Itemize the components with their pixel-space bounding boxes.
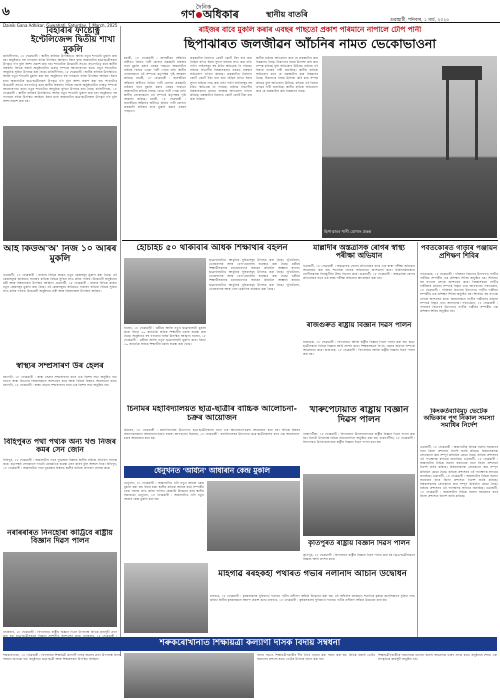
aryan-banner-text: ধেনুখনত 'আৰ্য্যন' আধাৰান কেন্দ্ৰ মুকলি: [154, 467, 270, 475]
water-tower-icon: [442, 66, 482, 80]
science-headline-1: ৰাজগুৰুত ৰাষ্ট্ৰীয় বিজ্ঞান দিৱস পালন: [306, 322, 412, 329]
bottom-body: শিক্ষয়িত্ৰীগৰাকীয়ে সকলোকে ধন্যবাদ জনাই আৱেগিক ভাষণ প্ৰদান কৰে। অনুষ্ঠানৰ শেষত এক সাংস্কৃতিক কাৰ্যসূচী অনুষ্ঠিত হয়।: [378, 653, 497, 662]
article-photo: [3, 126, 117, 241]
section-rule: [122, 240, 498, 241]
article-body: নৰাৰৰাৰ, ১৮ ফেব্ৰুৱাৰী : বিদ্যালয়ত ৰাষ্ট্ৰীয় বিজ্ঞান দিৱস উপলক্ষে বিভিন্ন কাৰ্যসূচী গ্ৰহণ: [3, 630, 117, 634]
science-photo: [303, 474, 415, 536]
article-body: বিহিপুৰ, ১৮ ফেব্ৰুৱাৰী : অঞ্চলটোৰ পথৰ দুৰৱস্থাৰ বিৰুদ্ধে স্থানীয় ৰাইজে প্ৰতিবাদ সাব্যস্ত কৰে। কৰ্তৃপক্ষই সোনকালে পথটো মেৰামতিৰ ব্যৱস্থা গ্ৰহণ কৰিব বুলি আশ্বাস দিয়ে। বিহিপুৰ, ১৮ ফেব্ৰুৱাৰী : অঞ্চলটোৰ পথৰ দুৰৱস্থাৰ বিৰুদ্ধে স্থানীয় ৰাইজে প্ৰতিবাদ সাব্যস্ত কৰে।: [3, 458, 117, 471]
top-story-body: স্থানীয় ৰাইজে অভিযোগ কৰে যে প্ৰকল্পটোৰ কাম নিম্নমানৰ হৈছে। ঠিকাদাৰে নিয়ম উলংঘা কৰি কাম সম্পন্ন কৰিছে বুলি অভিযোগ উঠিছে। ৰাইজে এই বিষয়ে তদন্তৰ দাবী জনাইছে। স্থানীয় ৰাইজে অভিযোগ কৰে যে প্ৰকল্পটোৰ কাম নিম্নমানৰ হৈছে। ঠিকাদাৰে নিয়ম উলংঘা কৰি কাম সম্পন্ন কৰিছে বুলি অভিযোগ উঠিছে। ৰাইজে এই বিষয়ে তদন্তৰ দাবী জনাইছে। স্থানীয় ৰাইজে অভিযোগ কৰে যে প্ৰকল্পটোৰ কাম নিম্নমানৰ হৈছে।: [256, 56, 318, 93]
article-photo: [3, 552, 117, 627]
right-headline-1: পৰ্বতকোৰত গাড়ীৰ পঞ্জীয়ন প্ৰশিক্ষণ শিবিৰ: [420, 245, 498, 260]
top-story-headline: ছিপাঝাৰত জলজীৱন আঁচনিৰ নামত ভেকোভাওনা: [183, 37, 436, 51]
paper-name-part-1: গণ: [181, 8, 195, 21]
headline-left-2: আই কিউঅ'অ' নিজ ১০ আৰৰ মুকলি: [3, 245, 117, 264]
right-body-2: গুৱাহাটী, ১৮ ফেব্ৰুৱাৰী : অঞ্চলটোৰ বিভিন্ন সমস্যা সমাধানৰ বাবে জিলা প্ৰশাসনে নিৰ্দেশ জাৰি কৰিছে। বিষয়াসকলক সোনকালে কাম সম্পূৰ্ণ কৰিবলৈ কোৱা হৈছে। ৰাইজে প্ৰশাসনৰ এই পদক্ষেপক স্বাগতম জনাইছে। গুৱাহাটী, ১৮ ফেব্ৰুৱাৰী : অঞ্চলটোৰ বিভিন্ন সমস্যা সমাধানৰ বাবে জিলা প্ৰশাসনে নিৰ্দেশ জাৰি কৰিছে। বিষয়াসকলক সোনকালে কাম সম্পূৰ্ণ কৰিবলৈ কোৱা হৈছে। ৰাইজে প্ৰশাসনৰ এই পদক্ষেপক স্বাগতম জনাইছে। গুৱাহাটী, ১৮ ফেব্ৰুৱাৰী : অঞ্চলটোৰ বিভিন্ন সমস্যা সমাধানৰ বাবে জিলা প্ৰশাসনে নিৰ্দেশ জাৰি কৰিছে। বিষয়াসকলক সোনকালে কাম সম্পূৰ্ণ কৰিবলৈ কোৱা হৈছে। ৰাইজে প্ৰশাসনৰ এই পদক্ষেপক স্বাগতম জনাইছে। গুৱাহাটী, ১৮ ফেব্ৰুৱাৰী : অঞ্চলটোৰ বিভিন্ন সমস্যা সমাধানৰ বাবে জিলা প্ৰশাসনে নিৰ্দেশ জাৰি কৰিছে।: [420, 445, 498, 499]
page-number: ৬: [2, 4, 10, 18]
paper-name-part-2: অধিকাৰ: [202, 8, 239, 21]
left-column: [0, 26, 119, 676]
masthead: [0, 0, 500, 28]
paper-logo: [181, 9, 259, 21]
right-body-1: পৰ্বতকোৰ, ১৮ ফেব্ৰুৱাৰী : পৰিবহণ বিভাগৰ উদ্যোগত গাড়ীৰ পঞ্জীয়ন সম্পৰ্কীয় এক প্ৰশিক্ষণ শিবিৰ অনুষ্ঠিত হয়। শিবিৰত বহু সংখ্যক লোকে অংশগ্ৰহণ কৰে। বিষয়াসকলে গাড়ীৰ পঞ্জীয়নৰ প্ৰক্ৰিয়া সম্পৰ্কে বিস্তৃত তথ্য আগবঢ়ায়। পৰ্বতকোৰ, ১৮ ফেব্ৰুৱাৰী : পৰিবহণ বিভাগৰ উদ্যোগত গাড়ীৰ পঞ্জীয়ন সম্পৰ্কীয় এক প্ৰশিক্ষণ শিবিৰ অনুষ্ঠিত হয়। শিবিৰত বহু সংখ্যক লোকে অংশগ্ৰহণ কৰে। বিষয়াসকলে গাড়ীৰ পঞ্জীয়নৰ প্ৰক্ৰিয়া সম্পৰ্কে বিস্তৃত তথ্য আগবঢ়ায়। পৰ্বতকোৰ, ১৮ ফেব্ৰুৱাৰী : পৰিবহণ বিভাগৰ উদ্যোগত গাড়ীৰ পঞ্জীয়ন সম্পৰ্কীয় এক প্ৰশিক্ষণ শিবিৰ অনুষ্ঠিত হয়।: [420, 272, 498, 313]
photo-caption: ছিপাঝাৰৰ পানী যোগান প্ৰকল্প: [324, 229, 372, 234]
top-story-body: প্ৰকল্পটোৰ নিৰ্মাণত কোটি কোটি টকা ব্যয় কৰা হৈছিল যদিও ইয়াৰ সুফল ৰাইজে লাভ কৰা নাই। পাইপ লাইনসমূহ বহু ঠাইত ক্ষতিগ্ৰস্ত হৈ পৰিছে। ৰাইজে বিভাগীয় বিষয়াসকলৰ ওচৰত বাৰম্বাৰ অভিযোগ দাখিল কৰিছে। প্ৰকল্পটোৰ নিৰ্মাণত কোটি কোটি টকা ব্যয় কৰা হৈছিল যদিও ইয়াৰ সুফল ৰাইজে লাভ কৰা নাই। পাইপ লাইনসমূহ বহু ঠাইত ক্ষতিগ্ৰস্ত হৈ পৰিছে। ৰাইজে বিভাগীয় বিষয়াসকলৰ ওচৰত বাৰম্বাৰ অভিযোগ দাখিল কৰিছে। প্ৰকল্পটোৰ নিৰ্মাণত কোটি কোটি টকা ব্যয় কৰা হৈছিল।: [190, 56, 252, 101]
aryan-banner: [124, 466, 300, 478]
hostel-body: হাজো, ১৮ ফেব্ৰুৱাৰী : মন্ত্ৰীয়ে আজি নতুন ছাত্ৰাবাসটো মুকলি কৰে। ইয়াত ৫০ জনতকৈ অধিক শিক্ষাৰ্থীৰ থকাৰ ব্যৱস্থা কৰা হৈছে। অনুষ্ঠানত বহু গণ্যমান্য ব্যক্তি উপস্থিত আছিল। হাজো, ১৮ ফেব্ৰুৱাৰী : মন্ত্ৰীয়ে আজি নতুন ছাত্ৰাবাসটো মুকলি কৰে। ইয়াত ৫০ জনতকৈ অধিক শিক্ষাৰ্থীৰ থকাৰ ব্যৱস্থা কৰা হৈছে।: [124, 326, 206, 347]
article-body: বৰপেটা, ১৮ ফেব্ৰুৱাৰী : স্বাস্থ্য সেৱাৰ সম্প্ৰসাৰণৰ বাবে এক বিশেষ সভা অনুষ্ঠিত হয়। সভাত স্বাস্থ্য বিভাগৰ বিষয়াসকলে অংশগ্ৰহণ কৰে আৰু বিভিন্ন বিষয়ত আলোচনা কৰে। বৰপেটা, ১৮ ফেব্ৰুৱাৰী : স্বাস্থ্য সেৱাৰ সম্প্ৰসাৰণৰ বাবে এক বিশেষ সভা অনুষ্ঠিত হয়।: [3, 375, 117, 388]
bottom-banner: [3, 637, 497, 651]
article-body: গুৱাহাটী, ১৮ ফেব্ৰুৱাৰী : ৰাজ্যৰ বিভিন্ন প্ৰান্তত নতুন কেন্দ্ৰসমূহ মুকলি কৰা হৈছে। এই কেন্দ্ৰসমূহৰ জৰিয়তে সাধাৰণ ৰাইজে বিভিন্ন সুবিধা লাভ কৰিব পাৰিব। উদ্বোধনী অনুষ্ঠানত মন্ত্ৰী আৰু বিষয়াসকল উপস্থিত আছিল। গুৱাহাটী, ১৮ ফেব্ৰুৱাৰী : ৰাজ্যৰ বিভিন্ন প্ৰান্তত নতুন কেন্দ্ৰসমূহ মুকলি কৰা হৈছে। এই কেন্দ্ৰসমূহৰ জৰিয়তে সাধাৰণ ৰাইজে বিভিন্ন সুবিধা লাভ কৰিব পাৰিব। উদ্বোধনী অনুষ্ঠানত মন্ত্ৰী আৰু বিষয়াসকল উপস্থিত আছিল।: [3, 273, 117, 294]
paper-prefix: দৈনিক: [196, 4, 212, 11]
mahgaon-headline: মাহগাৱ ৰৰহকহী পথাৰত গভীৰ নলীনাদ আঁচনি উদ্বোধন: [218, 570, 407, 579]
logo-dot-icon: [196, 12, 202, 18]
science-body-1: ৰাজগুৰু, ১৮ ফেব্ৰুৱাৰী : বিদ্যালয়ত আজি ৰাষ্ট্ৰীয় বিজ্ঞান দিৱস পালন কৰা হয়। ছাত্ৰ-ছাত্ৰীসকলে বিভিন্ন বিজ্ঞান আৰ্হি প্ৰদৰ্শন কৰে। শিক্ষকসকলে সি.ভি. ৰমনৰ অৱদান সম্পৰ্কে আলোচনা কৰে। ৰাজগুৰু, ১৮ ফেব্ৰুৱাৰী : বিদ্যালয়ত আজি ৰাষ্ট্ৰীয় বিজ্ঞান দিৱস পালন কৰা হয়।: [303, 340, 415, 357]
headline-left-3: স্বাস্থ্যৰ সম্প্ৰসাৰণ উৰ হেলৰ: [16, 362, 104, 370]
edition-line: Dainik Gana Adhikar, Guwahati, Saturday, 1 March, 2025: [3, 23, 118, 28]
hostel-headline: হোচাইচ ৫০ থাকীবাৰ অধিক শিক্ষাৰ্থীৰ বহলন: [136, 244, 288, 253]
date-local: গুৱাহাটী, শনিবাৰ, ১ মাৰ্চ, ২০২৫: [390, 18, 450, 23]
headline-left-5: নৰাৰৰাৰত নিনহোৰা কাৰ্ট্ৰিবে ৰাষ্ট্ৰীয় বিজ্ঞান দিৱস পালন: [7, 529, 113, 546]
health-headline: মাল্লাদীৰ অস্তত্ৰাসক ৰোগৰ স্বাস্থ্য পৰীক্ষা অভিযান: [313, 244, 405, 261]
mahgaon-body: মাহগাৱ, ১৮ ফেব্ৰুৱাৰী : কৃষকসকলৰ সুবিধাৰ্থে পথাৰত গভীৰ নলীনাদ আঁচনি উদ্বোধন কৰা হয়। এই আঁচনিৰ জৰিয়তে শতাধিক কৃষকে জলসিঞ্চনৰ সুবিধা লাভ কৰিব। স্থানীয় কৃষকসকলে আনন্দ প্ৰকাশ কৰে। মাহগাৱ, ১৮ ফেব্ৰুৱাৰী : কৃষকসকলৰ সুবিধাৰ্থে পথাৰত গভীৰ নলীনাদ আঁচনি উদ্বোধন কৰা হয়।: [210, 594, 415, 603]
bottom-body: শৰুকৰোখানা, ১৮ ফেব্ৰুৱাৰী : বিদ্যালয়ৰ শিক্ষয়িত্ৰী কল্যাণী দাসক অৱসৰ গ্ৰহণ উপলক্ষে বিদায় সম্বৰ্ধনা জনোৱা হয়। অনুষ্ঠানত ছাত্ৰ-ছাত্ৰী আৰু শিক্ষকসকল উপস্থিত আছিল।: [3, 653, 121, 662]
water-tower-photo: [322, 56, 497, 238]
hostel-photo: [124, 258, 206, 324]
college-body: চিনামৰ, ১৮ ফেব্ৰুৱাৰী : মহাবিদ্যালয়ৰ উদ্যোগত ছাত্ৰ-ছাত্ৰীসকলৰ বাবে এক আলোচনা-চক্ৰৰ আয়োজন কৰা হয়। বিভিন্ন বিষয়ৰ অধ্যাপকসকলে আলোচনা-চক্ৰত বক্তব্য আগবঢ়ায়। চিনামৰ, ১৮ ফেব্ৰুৱাৰী : মহাবিদ্যালয়ৰ উদ্যোগত ছাত্ৰ-ছাত্ৰীসকলৰ বাবে এক আলোচনা-চক্ৰৰ আয়োজন কৰা হয়।: [124, 428, 300, 441]
science-body-2: খাৰুপেটীয়া, ১৮ ফেব্ৰুৱাৰী : বিদ্যালয়ত উলহ-মালহেৰে ৰাষ্ট্ৰীয় বিজ্ঞান দিৱস পালন কৰা হয়। দিনটো উপলক্ষে বিভিন্ন প্ৰতিযোগিতা অনুষ্ঠিত কৰা হয়। খাৰুপেটীয়া, ১৮ ফেব্ৰুৱাৰী : বিদ্যালয়ত উলহ-মালহেৰে ৰাষ্ট্ৰীয় বিজ্ঞান দিৱস পালন কৰা হয়।: [303, 432, 415, 445]
science-headline-2: খাৰুপেটীয়াত ৰাষ্ট্ৰীয় বিজ্ঞান দিৱস পালন: [309, 406, 409, 425]
health-body: গুৱাহাটী, ১৮ ফেব্ৰুৱাৰী : অস্তত্ৰাসক ৰোগৰ প্ৰতিৰোধৰ বাবে এক স্বাস্থ্য পৰীক্ষা অভিযান আয়োজন কৰা হয়। শতাধিক লোকে অভিযানত অংশগ্ৰহণ কৰে। চিকিৎসকসকলে ৰোগীসকলক বিনামূলীয়া ঔষধ বিতৰণ কৰে। গুৱাহাটী, ১৮ ফেব্ৰুৱাৰী : অস্তত্ৰাসক ৰোগৰ প্ৰতিৰোধৰ বাবে এক স্বাস্থ্য পৰীক্ষা অভিযান আয়োজন কৰা হয়।: [303, 264, 415, 281]
bottom-body: বিদায় সভাত শিক্ষয়িত্ৰীগৰাকীৰ দীৰ্ঘ দিনৰ সেৱাৰ কথা স্মৰণ কৰা হয়। বিভিন্ন বক্তাই তেওঁৰ অৱদানৰ প্ৰশংসা কৰে। তেওঁক উপহাৰ প্ৰদান কৰা হয়।: [257, 653, 375, 662]
article-body: কাহিলীপাৰা, ১৮ ফেব্ৰুৱাৰী : স্থানীয় ৰাইজৰ উপস্থিতিত আজি নতুন শাখাটো মুকলি কৰা হয়। অনুষ্ঠানত বহু গণ্যমান্য ব্যক্তি উপস্থিত আছিল। ইয়াৰ দ্বাৰা অঞ্চলটোৰ ছাত্ৰ-ছাত্ৰীসকল উপকৃত হ'ব বুলি আশা প্ৰকাশ কৰা হয়। শাখাটোৰ উদ্বোধনী সভাত সভাপতিত্ব কৰে স্থানীয় বিষয়াই। বিভিন্ন বক্তাই অনুষ্ঠানটোৰ গুৰুত্ব সম্পৰ্কে আলোকপাত কৰে। নতুন শাখাটোত আধুনিক সুবিধা উপলব্ধ কৰা হৈছে। কাহিলীপাৰা, ১৮ ফেব্ৰুৱাৰী : স্থানীয় ৰাইজৰ উপস্থিতিত আজি নতুন শাখাটো মুকলি কৰা হয়। অনুষ্ঠানত বহু গণ্যমান্য ব্যক্তি উপস্থিত আছিল। ইয়াৰ দ্বাৰা অঞ্চলটোৰ ছাত্ৰ-ছাত্ৰীসকল উপকৃত হ'ব বুলি আশা প্ৰকাশ কৰা হয়। শাখাটোৰ উদ্বোধনী সভাত সভাপতিত্ব কৰে স্থানীয় বিষয়াই। বিভিন্ন বক্তাই অনুষ্ঠানটোৰ গুৰুত্ব সম্পৰ্কে আলোকপাত কৰে। নতুন শাখাটোত আধুনিক সুবিধা উপলব্ধ কৰা হৈছে। কাহিলীপাৰা, ১৮ ফেব্ৰুৱাৰী : স্থানীয় ৰাইজৰ উপস্থিতিত আজি নতুন শাখাটো মুকলি কৰা হয়। অনুষ্ঠানত বহু গণ্যমান্য ব্যক্তি উপস্থিত আছিল। ইয়াৰ দ্বাৰা অঞ্চলটোৰ ছাত্ৰ-ছাত্ৰীসকল উপকৃত হ'ব বুলি আশা প্ৰকাশ কৰা হয়।: [3, 54, 117, 104]
section-label: স্থানীয় বাতৰি: [266, 9, 308, 19]
kritipur-body: কৃতিপুৰ, ১৮ ফেব্ৰুৱাৰী : বিদ্যালয়ত ৰাষ্ট্ৰীয় বিজ্ঞান দিৱস পালন কৰা হয়। ছাত্ৰ-ছাত্ৰীসকলে বিজ্ঞান আৰ্হি প্ৰদৰ্শন কৰে।: [303, 553, 415, 562]
kritipur-headline: কৃতিপুৰত ৰাষ্ট্ৰীয় বিজ্ঞান দিৱস পালন: [308, 540, 410, 547]
aryan-photo: [207, 481, 300, 551]
headline-left-4: বিহিপুৰত পথা পথ্যক অন্য খণ্ড নিজৰ কমৰ সেন জোন: [4, 438, 116, 455]
top-story-kicker: ৰাইজৰ বাবে মুকলি কৰাৰ এবছৰ পাছতো প্ৰকাশ পৰিমানে নাপালে টেপি পানী: [198, 26, 422, 34]
mahgaon-photo: [124, 563, 208, 633]
aryan-body: ধেনুখনা, ১৮ ফেব্ৰুৱাৰী : অঞ্চলটোত এটা নতুন আধাৰ কেন্দ্ৰ মুকলি কৰা হয়। ইয়াৰ দ্বাৰা স্থানীয় ৰাইজে আধাৰ কাৰ্ড সম্পৰ্কীয় সেৱা সহজে লাভ কৰিব পাৰিব। কেন্দ্ৰটো উদ্বোধন কৰে স্থানীয় বিধায়কে। ধেনুখনা, ১৮ ফেব্ৰুৱাৰী : অঞ্চলটোত এটা নতুন আধাৰ কেন্দ্ৰ মুকলি কৰা হয়।: [124, 481, 204, 502]
top-story-body: মৰাৰী, ১৮ ফেব্ৰুৱাৰী : জলজীৱন আঁচনিৰ অধীনত নিৰ্মিত পানী যোগান প্ৰকল্পটো ৰাইজৰ বাবে মুকলি কৰাৰ এবছৰ পাছতো অঞ্চলটোৰ ৰাইজে বিশুদ্ধ খোৱা পানী পোৱা নাই। স্থানীয় লোকসকলে এই সম্পৰ্কে কৰ্তৃপক্ষৰ দৃষ্টি আকৰ্ষণ কৰিছে। মৰাৰী, ১৮ ফেব্ৰুৱাৰী : জলজীৱন আঁচনিৰ অধীনত নিৰ্মিত পানী যোগান প্ৰকল্পটো ৰাইজৰ বাবে মুকলি কৰাৰ এবছৰ পাছতো অঞ্চলটোৰ ৰাইজে বিশুদ্ধ খোৱা পানী পোৱা নাই। স্থানীয় লোকসকলে এই সম্পৰ্কে কৰ্তৃপক্ষৰ দৃষ্টি আকৰ্ষণ কৰিছে। মৰাৰী, ১৮ ফেব্ৰুৱাৰী : জলজীৱন আঁচনিৰ অধীনত নিৰ্মিত পানী যোগান প্ৰকল্পটো ৰাইজৰ বাবে মুকলি কৰাৰ এবছৰ পাছতো।: [124, 56, 186, 114]
hostel-body: ছাত্ৰাবাসটোত আধুনিক সুবিধাসমূহ উপলব্ধ কৰা হৈছে। পুথিভঁৰাল, ভোজনালয় আৰু খেল-ধেমালিৰ ব্যৱস্থাও কৰা হৈছে। মন্ত্ৰীয়ে শিক্ষাৰ্থীসকলক মনোযোগেৰে অধ্যয়ন কৰিবলৈ আহ্বান জনায়। ছাত্ৰাবাসটোত আধুনিক সুবিধাসমূহ উপলব্ধ কৰা হৈছে। পুথিভঁৰাল, ভোজনালয় আৰু খেল-ধেমালিৰ ব্যৱস্থাও কৰা হৈছে। মন্ত্ৰীয়ে শিক্ষাৰ্থীসকলক মনোযোগেৰে অধ্যয়ন কৰিবলৈ আহ্বান জনায়। ছাত্ৰাবাসটোত আধুনিক সুবিধাসমূহ উপলব্ধ কৰা হৈছে। পুথিভঁৰাল, ভোজনালয় আৰু খেল-ধেমালিৰ ব্যৱস্থাও কৰা হৈছে।: [209, 258, 300, 291]
headline-left-1: বিহাৰীৰ ফাষ্টেক্ট্ৰি ইণ্টেলিজেন্স দ্বিতীয় শাখা মুকলি: [30, 27, 116, 55]
college-headline: চিনামৰ মহাবিদ্যালয়ত ছাত্ৰ-ছাত্ৰীৰ বাচ্চিক আলোচনা-চক্ৰৰ আয়োজন: [127, 405, 297, 422]
column-divider: [417, 242, 418, 637]
right-headline-2: কিংকৰ্তব্যবিমূঢ় ভেটেক অভিকাৰ পুগ নিকাল সমস্যা সমাধিৰ নির্দেশ: [423, 408, 495, 430]
bottom-banner-text: শৰুকৰোখানাত শিক্ষয়িত্ৰী কল্যাণী দাসক বিদায় সম্বৰ্ধনা: [159, 639, 341, 648]
farewell-photo: [124, 653, 254, 698]
column-divider: [120, 26, 121, 656]
